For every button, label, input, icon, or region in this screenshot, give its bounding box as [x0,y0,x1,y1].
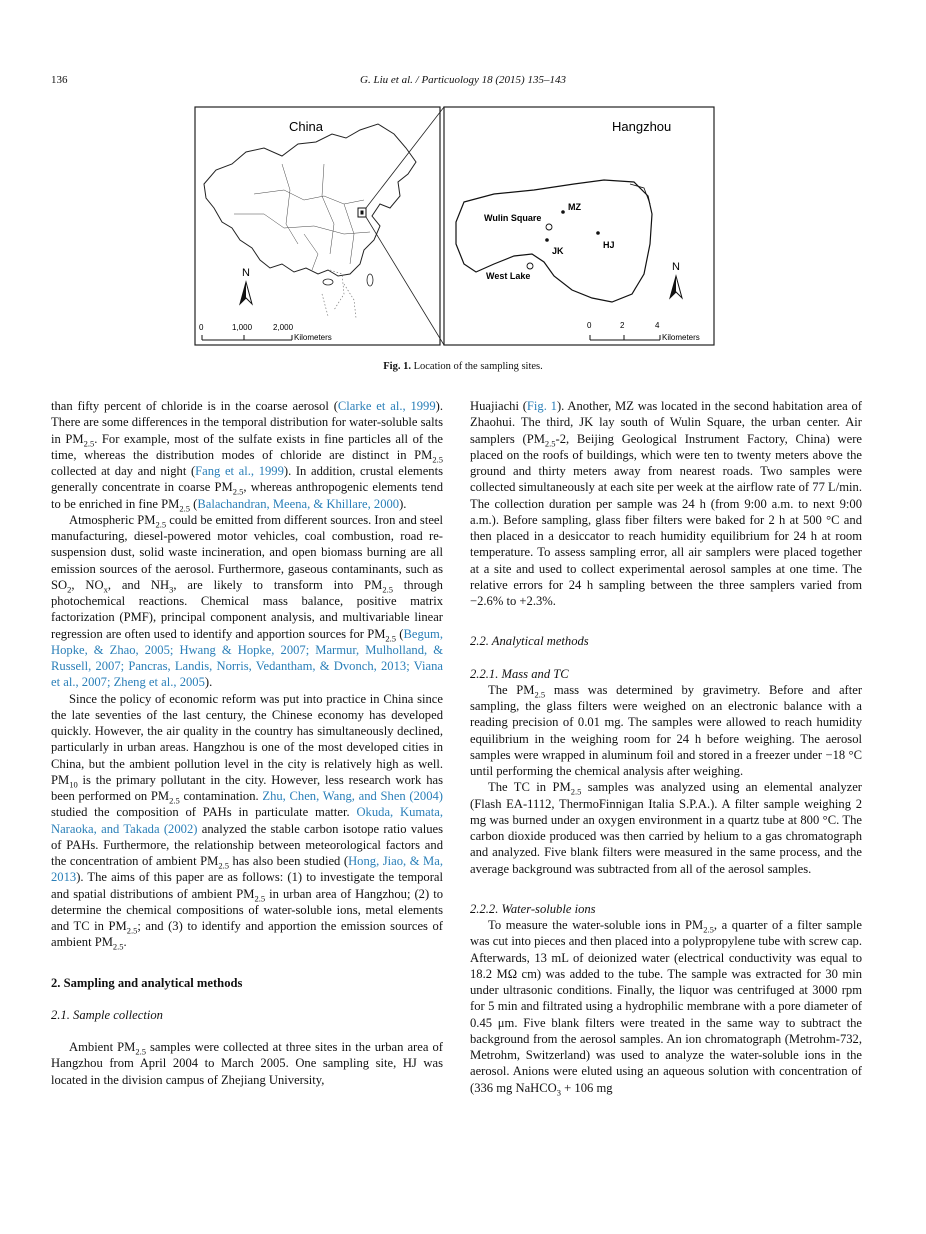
right-paragraph-4: To measure the water-soluble ions in $PM_{2.5}$, a quarter of a filter sample was cut into pieces and then placed into a polypropylene tube with screw cap. Afterwards, 13 mL of deionized water (electrical conductivity was equal to 18.2 MΩ cm) was added to the tube. The sample was extracted for 30 min under ultrasonic conditions. Finally, the liquor was centrifuged at 3000 rpm for 5 min and filtrated using a hydrophilic membrane with a pore diameter of 0.45 μm. Five blank filters were treated in the same way to subtract the background from the aerosol samples. An ion chromatograph (Metrohm-732, Metrohm, Switzerland) was used to analyze the water-soluble ions in the aerosol. Anions were eluted using an aqueous solution with concentration of (336 mg NaHCO$_3$ + 106 mg [470,918,863,1098]
left-paragraph-4: Ambient $PM_{2.5}$ samples were collected at three sites in the urban area of Hangzhou from April 2004 to March 2005. One sampling site, HJ was located in the division campus of Zhejiang University, [51,1040,443,1087]
svg-text:0: 0 [199,323,204,332]
svg-text:Kilometers: Kilometers [294,333,332,342]
svg-text:2,000: 2,000 [273,323,294,332]
svg-text:4: 4 [655,321,660,330]
left-paragraph-3: Since the policy of economic reform was put into practice in China since the late seventies of the last century, the Chinese economy has developed quickly. However, the air quality in the country has simultaneously declined, particularly in urban areas. Hangzhou is one of the most developed cities in China, but the ambient pollution level in the city is relatively high as well. $PM_{10}$ is the primary pollutant in the city. However, less research work has been performed on $PM_{2.5}$ contamination. Zhu, Chen, Wang, and Shen (2004) studied the composition of PAHs in particulate matter. Okuda, Kumata, Naraoka, and Takada (2002) analyzed the stable carbon isotope ratio values of PAHs. Furthermore, the relationship between meteorological factors and the concentration of ambient $PM_{2.5}$ has also been studied (Hong, Jiao, & Ma, 2013). The aims of this paper are as follows: (1) to investigate the temporal and spatial distributions of ambient $PM_{2.5}$ in urban area of Hangzhou; (2) to determine the chemical compositions of water-soluble ions, metal elements and TC in $PM_{2.5}$; and (3) to identify and apportion the emission sources of ambient $PM_{2.5}$. [51,691,443,952]
svg-text:Wulin Square: Wulin Square [484,213,542,223]
svg-text:N: N [672,261,680,273]
china-map-title: China [289,119,323,134]
left-paragraph-2: Atmospheric $PM_{2.5}$ could be emitted from different sources. Iron and steel manufacturing, diesel-powered motor vehicles, coal combustion, road re-suspension dust, solid waste incineration, and open biomass burning are all emission sources of the aerosol. Furthermore, gaseous contaminants, such as $SO_2$, $NO_x$, and $NH_3$, are likely to transform into $PM_{2.5}$ through photochemical reactions. Chemical mass balance, positive matrix factorization (PMF), principal component analysis, and multivariable linear regression are often used to identify and apportion sources for $PM_{2.5}$ (Begum, Hopke, & Zhao, 2005; Hwang & Hopke, 2007; Marmur, Mulholland, & Russell, 2007; Pancras, Landis, Norris, Vedantham, & Dvonch, 2013; Viana et al., 2007; Zheng et al., 2005). [51,512,443,690]
figure-caption-label: Fig. 1. [383,361,411,372]
running-header: G. Liu et al. / Particuology 18 (2015) 135–143 [360,74,566,86]
left-column [51,398,443,1088]
svg-text:MZ: MZ [568,202,581,212]
svg-text:2: 2 [620,321,625,330]
subsection-heading-2-2-2: 2.2.2. Water-soluble ions [470,901,596,916]
svg-text:1,000: 1,000 [232,323,253,332]
figure-caption [0,361,926,372]
left-paragraph-1: than fifty percent of chloride is in the coarse aerosol (Clarke et al., 1999). There are some differences in the temporal distribution for water-soluble salts in $PM_{2.5}$. For example, most of the sulfate exists in fine particles all of the time, whereas the distribution modes of chloride are distinct in $PM_{2.5}$ collected at day and night (Fang et al., 1999). In addition, crustal elements generally concentrate in coarse $PM_{2.5}$, whereas anthropogenic elements tend to be enriched in fine $PM_{2.5}$ (Balachandran, Meena, & Khillare, 2000). [51,399,443,514]
svg-text:HJ: HJ [603,240,615,250]
subsection-heading-2-2: 2.2. Analytical methods [470,634,589,649]
right-paragraph-1: Huajiachi (Fig. 1). Another, MZ was located in the second habitation area of Zhaohui. The third, JK lay south of Wulin Square, the urban center. Air samplers ($PM_{2.5}-2$, Beijing Geological Instrument Factory, China) were placed on the roofs of buildings, which were ten to twenty meters above the ground and thirty meters away from nearest roads. Two samples were collected simultaneously at each site per week at the airflow rate of 77 L/min. The collection duration per sample was 24 h (from 9:00 a.m. to next 9:00 a.m.). Before sampling, glass fiber filters were baked for 2 h at 500 °C and then placed in a desiccator to reach humidity equilibrium for 24 h at room temperature. To assess sampling error, all air samplers were placed together at a site and used to collect experimental aerosol samples at one time. The relative errors for 24 h sampling between the three samplers varied from −2.6% to +2.3%. [470,399,863,608]
right-paragraph-3: The TC in $PM_{2.5}$ samples was analyzed using an elemental analyzer (Flash EA-1112, ThermoFinnigan Italia S.P.A.). A filter sample weighing 2 mg was burned under an oxygen environment in a quartz tube at 800 °C. The carbon dioxide produced was then carried by helium to a gas chromatograph and analyzed. Five blank filters were measured in the same process, and the average background was subtracted from all of the aerosol samples. [470,780,862,876]
page-number: 136 [51,74,68,86]
figure-1-maps [194,104,716,348]
figure-caption-text: Location of the sampling sites. [413,361,543,372]
section-heading-2: 2. Sampling and analytical methods [51,975,243,990]
hangzhou-map-title: Hangzhou [612,119,672,134]
right-paragraph-2: The $PM_{2.5}$ mass was determined by gravimetry. Before and after sampling, the glass filters were weighed on an electronic balance with a reading precision of 0.01 mg. The samples were allowed to reach humidity equilibrium in the weighing room for 24 h before weighing. The aerosol samples were wrapped in aluminum foil and stored in a freezer under −18 °C until performing the chemical analysis after weighing. [470,682,863,778]
svg-text:Kilometers: Kilometers [662,333,700,342]
svg-text:JK: JK [552,246,564,256]
right-column [470,398,862,1096]
svg-text:West Lake: West Lake [486,271,531,281]
subsection-heading-2-1: 2.1. Sample collection [51,1007,163,1022]
svg-text:N: N [242,267,250,279]
subsection-heading-2-2-1: 2.2.1. Mass and TC [470,666,569,681]
svg-text:0: 0 [587,321,592,330]
